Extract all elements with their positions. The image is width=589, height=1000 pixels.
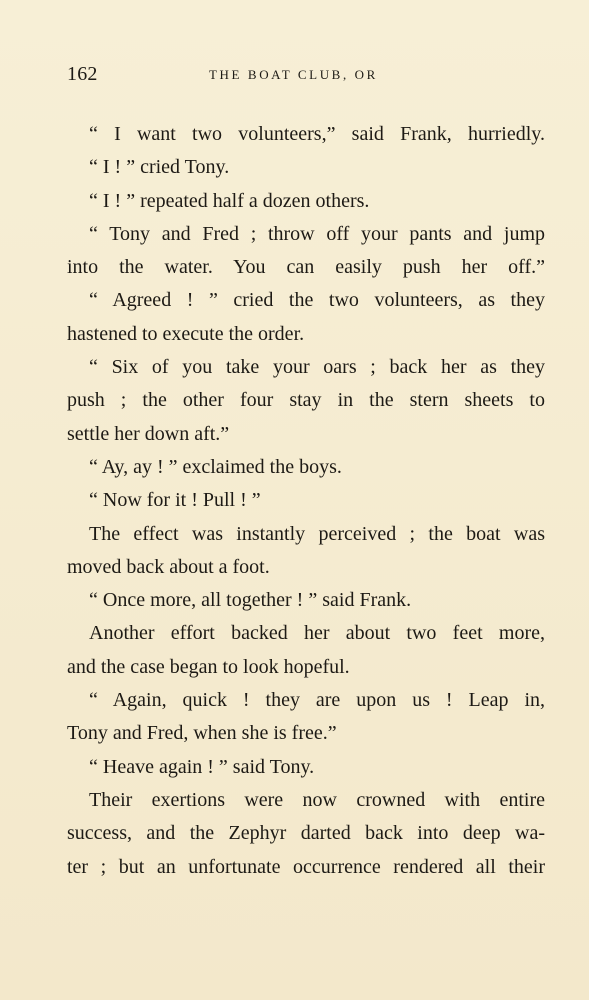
text-line: Tony and Fred, when she is free.” — [67, 722, 337, 745]
text-line: settle her down aft.” — [67, 422, 230, 445]
text-line: push ; the other four stay in the stern sheets to — [67, 389, 545, 412]
text-line: “ Agreed ! ” cried the two volunteers, as they — [89, 289, 545, 312]
text-line: into the water. You can easily push her off.” — [67, 256, 545, 279]
running-title: THE BOAT CLUB, OR — [209, 67, 378, 82]
text-line: success, and the Zephyr darted back into deep wa- — [67, 822, 545, 845]
text-line: “ I ! ” cried Tony. — [89, 156, 230, 179]
text-line: and the case began to look hopeful. — [67, 655, 350, 678]
text-line: moved back about a foot. — [67, 555, 270, 578]
text-line: “ Ay, ay ! ” exclaimed the boys. — [89, 455, 342, 478]
page-header — [67, 62, 545, 86]
text-line: “ Now for it ! Pull ! ” — [89, 489, 261, 512]
text-line: ter ; but an unfortunate occurrence rendered all their — [67, 855, 545, 878]
page-number: 162 — [67, 63, 98, 85]
text-line: “ Six of you take your oars ; back her as they — [89, 356, 545, 379]
text-line: “ Once more, all together ! ” said Frank. — [89, 589, 412, 612]
text-line: Their exertions were now crowned with entire — [89, 788, 545, 811]
text-line: “ Heave again ! ” said Tony. — [89, 755, 315, 778]
text-line: The effect was instantly perceived ; the boat was — [89, 522, 545, 545]
text-line: Another effort backed her about two feet more, — [89, 622, 545, 645]
text-line: “ Again, quick ! they are upon us ! Leap in, — [89, 689, 545, 712]
text-line: “ I ! ” repeated half a dozen others. — [89, 189, 370, 212]
text-line: hastened to execute the order. — [67, 322, 305, 345]
text-line: “ I want two volunteers,” said Frank, hurriedly. — [89, 123, 545, 145]
text-line: “ Tony and Fred ; throw off your pants and jump — [89, 222, 545, 245]
page-body — [67, 118, 545, 884]
